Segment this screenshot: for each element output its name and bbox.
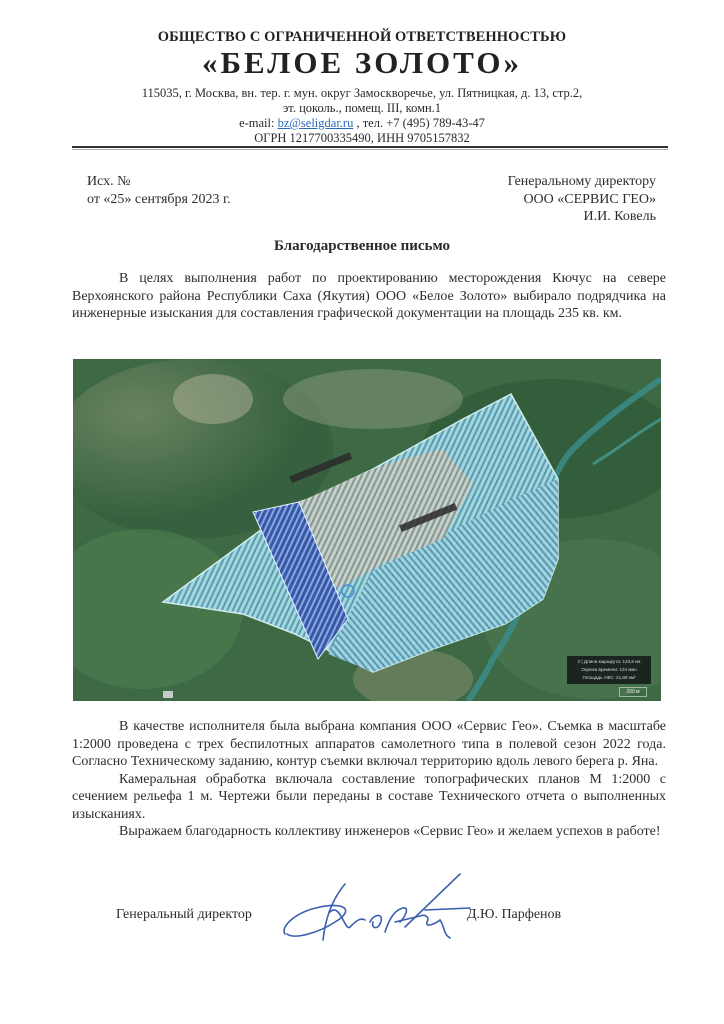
paragraph: Камеральная обработка включала составление топографических планов М 1:2000 с сечением рельефа 1 м. Чертежи были переданы в составе Технического отчета о выполненных изысканиях. (72, 771, 666, 822)
paragraph: В целях выполнения работ по проектированию месторождения Кючус на севере Верхоянского района Республики Саха (Якутия) ООО «Белое Золото» выбирало подрядчика на инженерные изыскания для составления графической документации на площадь 235 кв. км. (72, 271, 666, 321)
addressee-position: Генеральному директору (507, 174, 656, 189)
outgoing-number: Исх. № (87, 174, 131, 189)
survey-area: Площадь АФС: 21,88 км² (582, 675, 636, 680)
org-name: «БЕЛОЕ ЗОЛОТО» (202, 45, 522, 80)
handwritten-signature-icon (275, 872, 475, 957)
email-label: e-mail: (239, 116, 278, 130)
address-line-2: эт. цоколь., помещ. III, комн.1 (282, 101, 442, 115)
signatory-position: Генеральный директор (116, 907, 252, 922)
header-divider (72, 146, 668, 148)
contact-line (0, 116, 724, 131)
paragraph: Выражаем благодарность коллективу инженеров «Сервис Гео» и желаем успехов в работе! (119, 824, 661, 839)
org-type: ОБЩЕСТВО С ОГРАНИЧЕННОЙ ОТВЕТСТВЕННОСТЬЮ (157, 29, 567, 45)
email-link[interactable]: bz@seligdar.ru (277, 116, 354, 130)
map-attribution (163, 691, 173, 698)
body-text (72, 718, 666, 841)
letter-title: Благодарственное письмо (274, 238, 450, 254)
addressee-name: И.И. Ковель (583, 209, 656, 224)
map-scale: 200 м (619, 687, 647, 697)
paragraph: В качестве исполнителя была выбрана компания ООО «Сервис Гео». Съемка в масштабе 1:2000 проведена с трех беспилотных аппаратов самолетного типа в полевой сезон 2022 года. Согласно Техническому заданию, контур съемки включал территорию вдоль левого берега р. Яна. (72, 719, 666, 769)
signatory-name: Д.Ю. Парфенов (467, 907, 562, 922)
survey-map-image (73, 359, 661, 701)
addressee-company: ООО «СЕРВИС ГЕО» (523, 191, 656, 207)
intro-text (72, 270, 666, 323)
route-length: 2 | Длина маршрута: 133,8 км (577, 659, 641, 664)
time-estimate: Оценка времени: 124 мин (581, 667, 637, 672)
address-line-1: 115035, г. Москва, вн. тер. г. мун. округ Замоскворечье, ул. Пятницкая, д. 13, стр.2, (141, 86, 583, 100)
addressee-block (508, 173, 656, 226)
route-info-box (567, 656, 651, 684)
phone: , тел. +7 (495) 789-43-47 (353, 116, 485, 130)
reference-block (87, 173, 231, 208)
satellite-terrain (73, 359, 661, 701)
header-divider-shadow (72, 149, 668, 150)
registration-numbers: ОГРН 1217700335490, ИНН 9705157832 (254, 131, 470, 145)
letter-date: от «25» сентября 2023 г. (87, 191, 231, 207)
